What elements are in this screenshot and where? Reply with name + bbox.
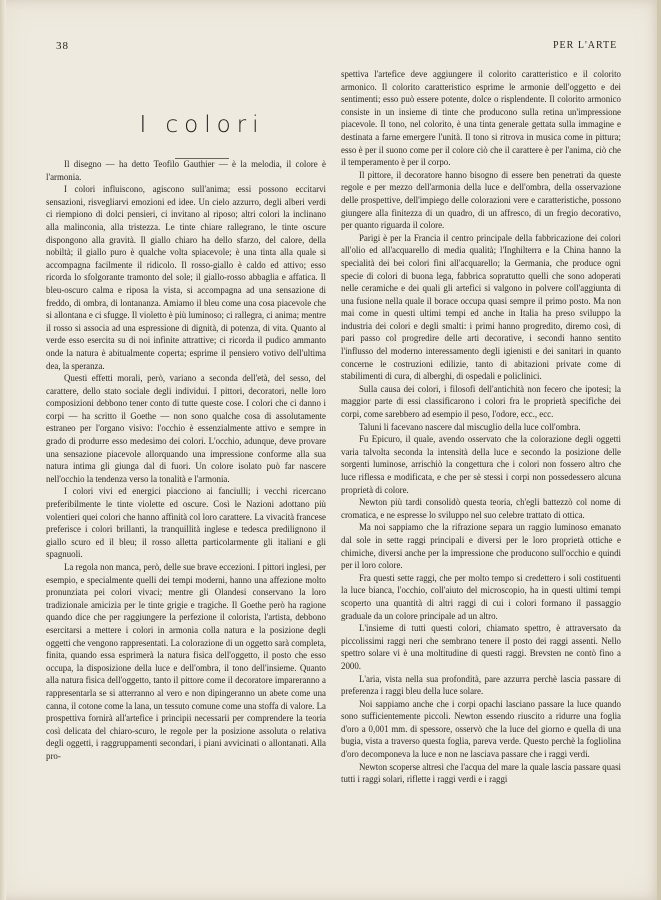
paragraph: Ma noi sappiamo che la rifrazione separa un raggio luminoso emanato dal sole in sette raggi principali e diversi per le loro proprietà ottiche e chimiche, diversi anche per la impressione che producono sull'occhio e quindi per il loro colore. bbox=[341, 522, 621, 571]
page-edge-right bbox=[657, 0, 661, 900]
paragraph: Il pittore, il decoratore hanno bisogno di essere ben penetrati da queste regole e per mezzo dell'armonia della luce e dell'ombra, della osservazione delle prospettive, dell'impiego delle colorazioni vere e caratteristiche, possono giungere alla finitezza di un quadro, di un affresco, di un fregio decorativo, per quanto riguarda il colore. bbox=[341, 169, 621, 231]
paragraph: I colori influiscono, agiscono sull'anima; essi possono eccitarvi sensazioni, risvegliarvi emozioni ed idee. Un cielo azzurro, degli alberi verdi ci riempiono di dolci pensieri, ci invitano al riposo; altri colori la inclinano alla malinconia, alla tristezza. Le tinte chiare rallegrano, le tinte oscure dispongono alla gravità. Il giallo chiaro ha dello sfarzo, del calore, della nobiltà; il giallo puro è qualche volta spiacevole; è una tinta alla quale si accompagna facilmente il ridicolo. Il rosso-giallo è caldo ed attivo; esso ricorda lo sfolgorante tramonto del sole; il giallo-rosso abbaglia e affatica. Il bleu-oscuro calma e riposa la vista, si accompagna ad una sensazione di freddo, di ombra, di lontananza. Amiamo il bleu come una cosa piacevole che si allontana e ci sfugge. Il violetto è più luminoso; ci rallegra, ci anima; mentre il rosso si associa ad una espressione di dignità, di potenza, di vita. Quanto al verde esso esercita su di noi infinite attrattive; ci ricorda il pudico ammanto onde la natura è abitualmente coperta; esprime il pensiero votivo dell'ultima dea, la speranza. bbox=[46, 184, 326, 371]
page-number: 38 bbox=[56, 40, 69, 52]
running-head: PER L'ARTE bbox=[553, 40, 618, 51]
right-column bbox=[341, 68, 621, 786]
paragraph: Newton più tardi consolidò questa teoria, ch'egli battezzò col nome di cromatica, e ne espresse lo sviluppo nel suo celebre trattato di ottica. bbox=[341, 497, 621, 520]
paragraph: Taluni li facevano nascere dal miscuglio della luce coll'ombra. bbox=[359, 421, 581, 432]
paragraph: I colori vivi ed energici piacciono ai fanciulli; i vecchi ricercano preferibilmente le tinte violette ed oscure. Così le Nazioni adottano più volentieri quei colori che hanno affinità col loro carattere. La vivacità francese preferisce i colori brillanti, la tranquillità inglese e tedesca predilignono il giallo scuro ed il bleu; il rosso alletta particolarmente gli italiani e gli spagnuoli. bbox=[46, 486, 326, 560]
paragraph: Fra questi sette raggi, che per molto tempo si credettero i soli costituenti la luce bianca, l'occhio, coll'aiuto del microscopio, ha in questi ultimi tempi scoperto una quantità di altri raggi di cui i colori formano il passaggio graduale da un colore principale ad un altro. bbox=[341, 572, 621, 621]
paragraph: spettiva l'artefice deve aggiungere il colorito caratteristico e il colorito armonico. Il colorito caratteristico esprime le armonie dell'oggetto e dei sentimenti; esso può essere potente, dolce o risplendente. Il colorito armonico consiste in un insieme di tinte che producono sulla retina un'impressione piacevole. Il tono, nel colorito, è una tinta generale gettata sulla immagine e destinata a farne emergere l'unità. Il tono si ritrova in musica come in pittura; esso è per il suono come per il colore ciò che il carattere è per l'anima, ciò che il temperamento è per il corpo. bbox=[341, 69, 621, 168]
paragraph: Questi effetti morali, però, variano a seconda dell'età, del sesso, del carattere, dello stato sociale degli individui. I pittori, decoratori, nelle loro composizioni debbono tener conto di tutte queste cose. I colori che ci danno i corpi — ha scritto il Goethe — non sono qualche cosa di assolutamente estraneo per l'organo visivo: l'occhio è essenzialmente attivo e sempre in grado di produrre esso medesimo dei colori. L'occhio, adunque, deve provare una sensazione piacevole allorquando una impressione conforme alla sua natura intima gli giunga dal di fuori. Un colore isolato può far nascere nell'occhio la tendenza verso la tonalità e l'armonia. bbox=[46, 373, 326, 484]
paragraph: Parigi è per la Francia il centro principale della fabbricazione dei colori all'olio ed all'acquarello di media qualità; l'Inghilterra e la China hanno la specialità dei bei colori fini all'acquarello; la Germania, che produce ogni specie di colori di buona lega, fabbrica sopratutto quelli che sono adoperati nelle ceramiche e dei quali gli artefici si valgono in polvere coll'aggiunta di una fusione nella quale il borace occupa quasi sempre il primo posto. Ma non mai come in questi ultimi tempi ed anche in Italia ha preso sviluppo la industria dei colori e degli smalti: i primi hanno progredito, diremo così, di pari passo col progredire delle arti decorative, i secondi hanno sentito l'influsso del moderno interessamento degli igienisti e dei sanitari in quanto concerne le costruzioni edilizie, tanto di abitazioni private come di stabilimenti di cura, di alberghi, di ospedali e policlinici. bbox=[341, 232, 621, 382]
page-edge-left bbox=[0, 0, 6, 900]
paragraph: Sulla causa dei colori, i filosofi dell'antichità non fecero che ipotesi; la maggior parte di essi classificarono i colori fra le proprietà specifiche dei corpi, come sarebbero ad esempio il peso, l'odore, ecc., ecc. bbox=[341, 383, 621, 420]
article-title: I colori bbox=[139, 112, 265, 138]
paragraph: La regola non manca, però, delle sue brave eccezioni. I pittori inglesi, per esempio, e specialmente quelli dei tempi moderni, hanno una affezione molto pronunziata pei colori vivaci; mentre gli Olandesi conservano la loro tradizionale amicizia per le tinte grigie e tragiche. Il Goethe però ha ragione quando dice che per raggiungere la perfezione il colorista, l'artista, debbono esercitarsi a mettere i colori in armonia colla natura e la posizione degli oggetti che vengono rappresentati. La colorazione di un oggetto sarà completa, finita, quando essa esprimerà la natura fisica dell'oggetto, il posto che esso occupa, la disposizione della luce e dell'ombra, il tono dell'insieme. Quanto alla natura fisica dell'oggetto, tanto il pittore come il decoratore impareranno a rappresentarla se si atterranno al vero e non dipingeranno un abete come una canna, il cotone come la lana, un tessuto comune come una stoffa di valore. La prospettiva fornirà all'artefice i principii necessarii per comprendere la teoria così delicata del chiaro-scuro, le regole per la posizione assoluta o relativa degli oggetti, i raggruppamenti secondari, i piani avvicinati o allontanati. Alla pro- bbox=[46, 562, 326, 761]
paragraph: Il disegno — ha detto Teofilo Gauthier — è la melodia, il colore è l'armonia. bbox=[46, 159, 326, 182]
paragraph: Noi sappiamo anche che i corpi opachi lasciano passare la luce quando sono sufficientemente piccoli. Newton essendo riuscito a ridurre una foglia d'oro a 0,001 mm. di spessore, osservò che la luce del giorno e quella di una bugia, vista a traverso questa foglia, pareva verde. Questo perchè la fogliolina d'oro decomponeva la luce e non ne lasciava passare che i raggi verdi. bbox=[341, 698, 621, 760]
paragraph: L'aria, vista nella sua profondità, pare azzurra perchè lascia passare di preferenza i raggi bleu della luce solare. bbox=[341, 673, 621, 697]
left-column bbox=[46, 118, 326, 763]
paragraph: Newton scoperse altresì che l'acqua del mare la quale lascia passare quasi tutti i raggi solari, riflette i raggi verdi e i raggi bbox=[341, 761, 621, 785]
paragraph: Fu Epicuro, il quale, avendo osservato che la colorazione degli oggetti varia talvolta seconda la intensità della luce e secondo la posizione delle sorgenti luminose, arrischiò la congettura che i colori non fossero altro che luce riflessa e modificata, e che per sè stessi i corpi non possedessero alcuna proprietà di colore. bbox=[341, 434, 621, 495]
paragraph: L'insieme di tutti questi colori, chiamato spettro, è attraversato da piccolissimi raggi neri che sembrano tenere il posto dei raggi assenti. Nello spettro solare vi è una moltitudine di questi raggi. Brevsten ne contò fino a 2000. bbox=[341, 623, 621, 671]
